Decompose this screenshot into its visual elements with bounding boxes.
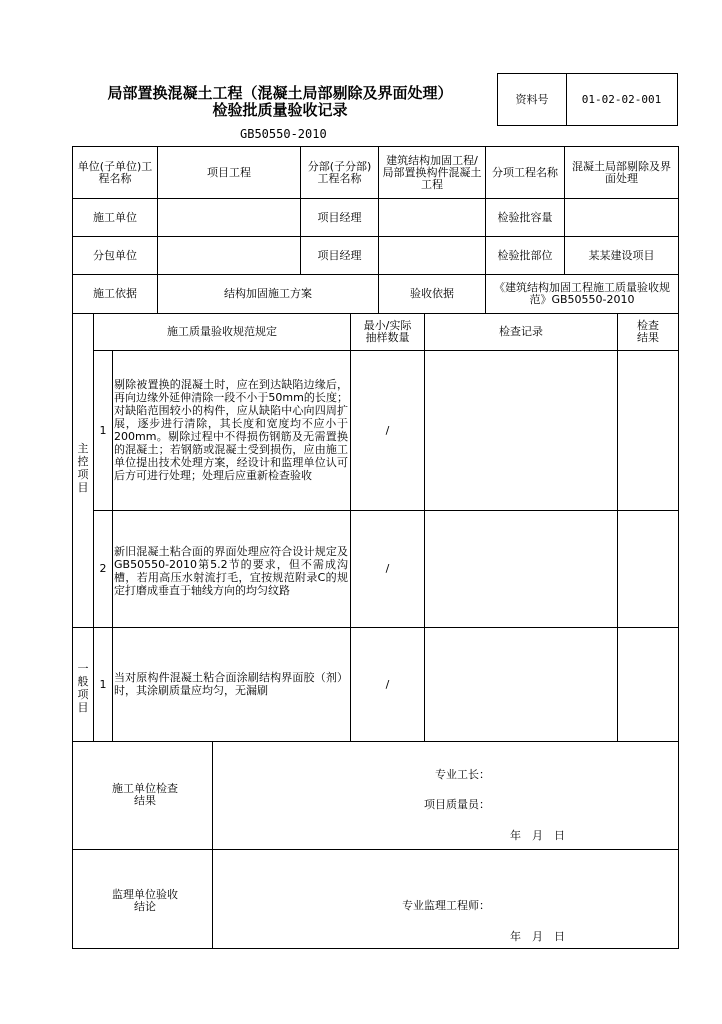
unit-name-value: 项目工程 [207, 165, 251, 179]
spec-header: 施工质量验收规范规定 [167, 325, 277, 338]
item-number: 2 [99, 562, 107, 575]
supervisor-engineer-label: 专业监理工程师： [402, 899, 490, 912]
division-name-label: 分部(子分部)工程名称 [307, 159, 372, 185]
item-sample: / [385, 562, 390, 575]
general-items-label: 一 般 项 目 [77, 662, 89, 714]
page-title-line1: 局部置换混凝土工程（混凝土局部剔除及界面处理） [107, 84, 453, 102]
quality-inspector-label: 项目质量员： [424, 798, 490, 811]
result-header: 检查结果 [637, 319, 659, 344]
item-number: 1 [99, 677, 107, 691]
subcontractor-label: 分包单位 [93, 248, 137, 262]
sample-header: 最小/实际抽样数量 [363, 319, 412, 344]
division-name-value: 建筑结构加固工程/局部置换构件混凝土工程 [382, 153, 482, 191]
supervisor-date: 年 月 日 [510, 930, 565, 943]
page-title-line2: 检验批质量验收记录 [212, 101, 348, 119]
contractor-date: 年 月 日 [510, 829, 565, 842]
item-spec-text: 新旧混凝土粘合面的界面处理应符合设计规定及GB50550-2010第5.2节的要求，但不需成沟槽，若用高压水射流打毛，宜按规范附录C的规定打磨成垂直于轴线方向的均匀纹路 [114, 545, 348, 597]
acceptance-basis-label: 验收依据 [410, 287, 454, 300]
main-items-label: 主 控 项 目 [77, 442, 89, 494]
project-manager-label-2: 项目经理 [317, 248, 362, 262]
standard-code: GB50550-2010 [240, 127, 327, 141]
project-manager-label: 项目经理 [317, 210, 362, 224]
foreman-label: 专业工长： [435, 768, 490, 781]
reference-value: 01-02-02-001 [581, 92, 662, 106]
supervisor-check-label: 监理单位验收结论 [112, 888, 178, 913]
item-sample: / [385, 423, 390, 437]
contractor-label: 施工单位 [93, 210, 137, 224]
subitem-name-label: 分项工程名称 [492, 165, 558, 179]
subitem-name-value: 混凝土局部剔除及界面处理 [572, 159, 671, 185]
item-number: 1 [99, 423, 107, 437]
construction-basis-label: 施工依据 [93, 287, 137, 300]
contractor-check-label: 施工单位检查结果 [112, 782, 178, 807]
batch-location-label: 检验批部位 [497, 248, 553, 262]
item-sample: / [385, 677, 390, 691]
unit-name-label: 单位(子单位)工程名称 [77, 159, 153, 185]
record-header: 检查记录 [499, 325, 543, 338]
batch-capacity-label: 检验批容量 [497, 210, 553, 224]
item-spec-text: 剔除被置换的混凝土时，应在到达缺陷边缘后，再向边缘外延伸清除一段不小于50mm的长度；对缺陷范围较小的构件，应从缺陷中心向四周扩展，逐步进行清除，其长度和宽度均不应小于200mm。剔除过程中不得损伤钢筋及无需置换的混凝土；若钢筋或混凝土受到损伤，应由施工单位提出技术处理方案，经设计和监理单位认可后方可进行处理；处理后应重新检查验收 [114, 378, 348, 482]
batch-location-value: 某某建设项目 [588, 248, 655, 262]
construction-basis-value: 结构加固施工方案 [224, 287, 312, 300]
acceptance-basis-value: 《建筑结构加固工程施工质量验收规范》GB50550-2010 [494, 281, 670, 306]
reference-label: 资料号 [515, 92, 549, 106]
item-spec-text: 当对原构件混凝土粘合面涂刷结构界面胶（剂）时，其涂刷质量应均匀，无漏刷 [114, 671, 348, 697]
